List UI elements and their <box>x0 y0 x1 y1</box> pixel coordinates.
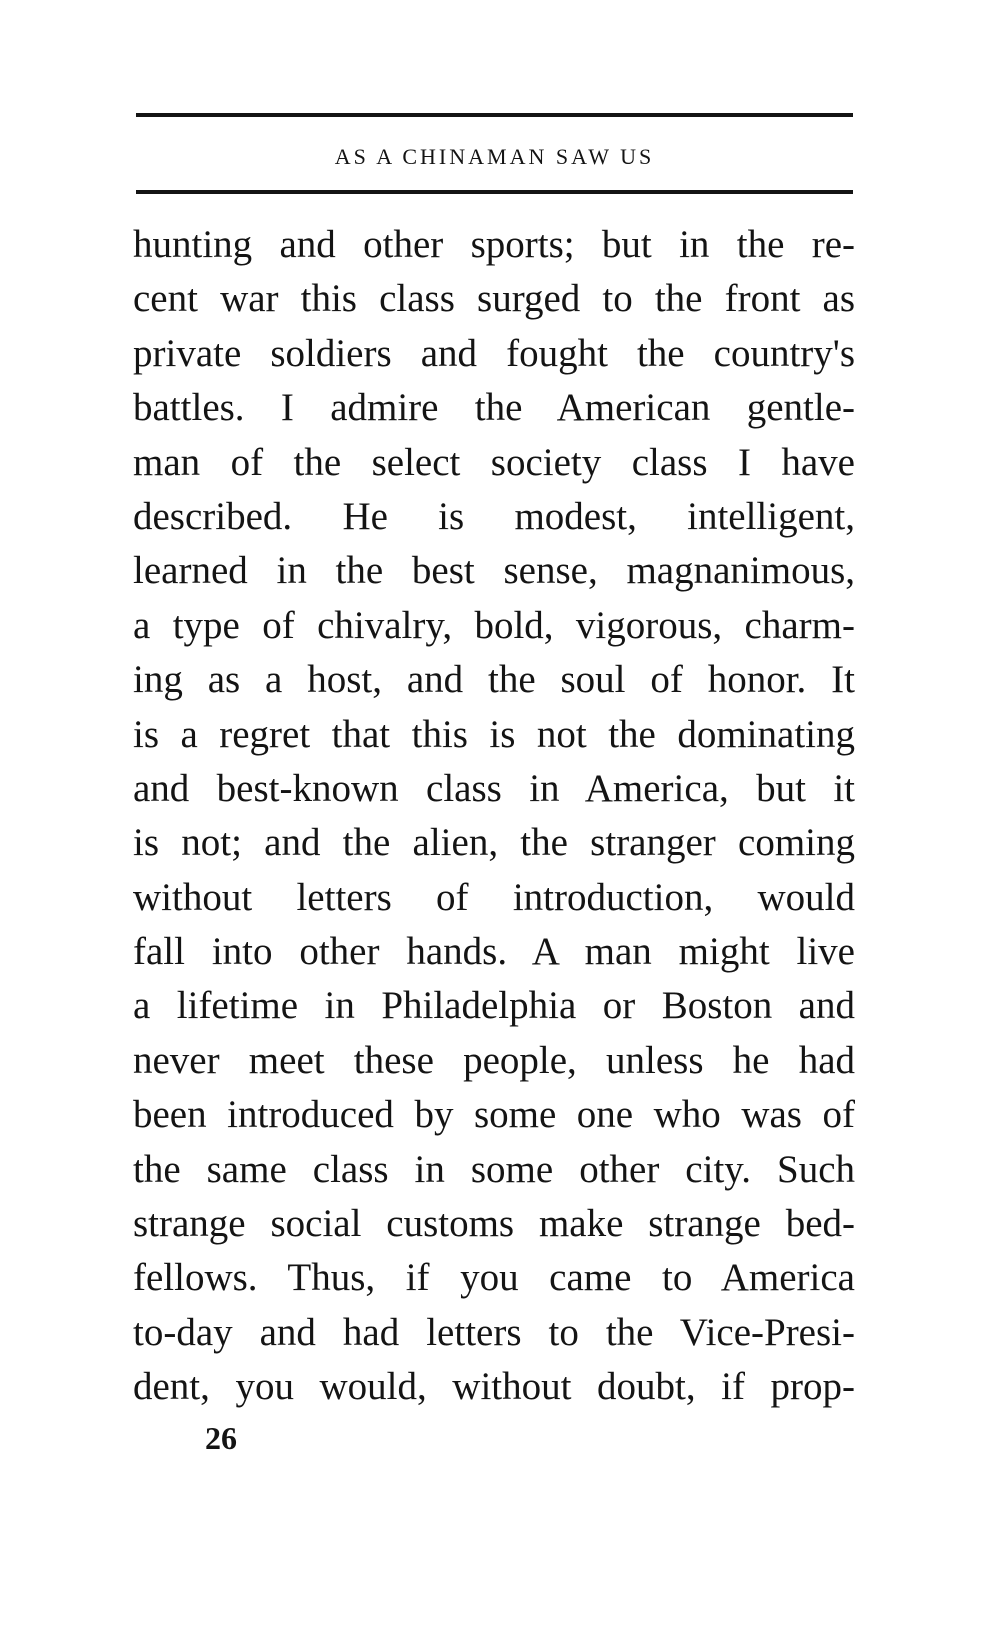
text-line: been introduced by some one who was of <box>133 1093 855 1137</box>
text-line: dent, you would, without doubt, if prop- <box>133 1365 855 1409</box>
text-line: a type of chivalry, bold, vigorous, charm- <box>133 603 855 647</box>
text-line: is not; and the alien, the stranger coming <box>133 821 855 865</box>
running-head: AS A CHINAMAN SAW US <box>334 144 655 169</box>
text-line: fellows. Thus, if you came to America <box>133 1256 855 1300</box>
text-line: learned in the best sense, magnanimous, <box>133 549 855 593</box>
text-line: ing as a host, and the soul of honor. It <box>133 658 855 702</box>
header-bottom-rule <box>136 190 853 194</box>
header-top-rule <box>136 113 853 117</box>
body-text <box>133 218 855 1415</box>
text-line: the same class in some other city. Such <box>133 1147 855 1191</box>
text-line: cent war this class surged to the front as <box>133 277 855 321</box>
text-line: fall into other hands. A man might live <box>133 930 855 974</box>
text-line: battles. I admire the American gentle- <box>133 386 855 430</box>
text-line: never meet these people, unless he had <box>133 1038 855 1082</box>
text-line: private soldiers and fought the country's <box>133 331 855 375</box>
text-line: man of the select society class I have <box>133 440 855 484</box>
text-line: without letters of introduction, would <box>133 875 855 919</box>
text-line: a lifetime in Philadelphia or Boston and <box>133 984 855 1028</box>
text-line: to-day and had letters to the Vice-Presi- <box>133 1310 855 1354</box>
page-number: 26 <box>205 1420 237 1456</box>
text-line: hunting and other sports; but in the re- <box>133 223 855 266</box>
text-line: strange social customs make strange bed- <box>133 1202 855 1246</box>
text-line: described. He is modest, intelligent, <box>133 494 855 538</box>
text-line: and best-known class in America, but it <box>133 766 855 810</box>
text-line: is a regret that this is not the dominating <box>133 712 855 756</box>
